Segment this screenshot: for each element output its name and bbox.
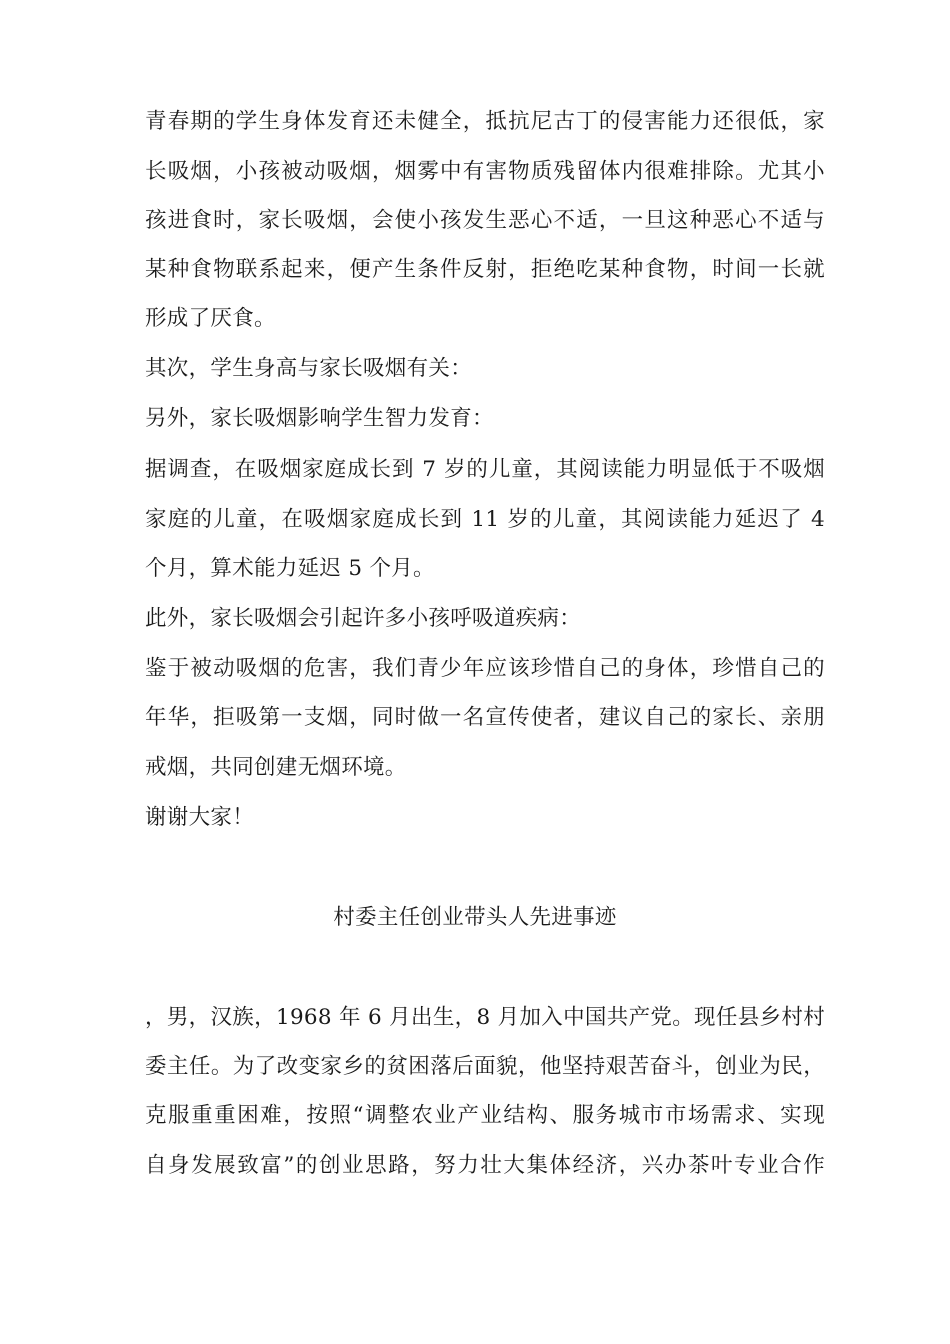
paragraph-line: 据调查，在吸烟家庭成长到 7 岁的儿童，其阅读能力明显低于不吸烟: [145, 457, 825, 482]
paragraph-line: 孩进食时，家长吸烟，会使小孩发生恶心不适，一旦这种恶心不适与: [145, 208, 825, 233]
section-title: 村委主任创业带头人先进事迹: [333, 905, 617, 930]
paragraph-line: 自身发展致富”的创业思路，努力壮大集体经济，兴办茶叶专业合作: [145, 1153, 825, 1178]
paragraph-line: 其次，学生身高与家长吸烟有关：: [145, 356, 473, 381]
paragraph-line: 长吸烟，小孩被动吸烟，烟雾中有害物质残留体内很难排除。尤其小: [145, 159, 825, 184]
paragraph-line: 戒烟，共同创建无烟环境。: [145, 755, 407, 780]
paragraph-line: 鉴于被动吸烟的危害，我们青少年应该珍惜自己的身体，珍惜自己的: [145, 656, 825, 681]
paragraph-line: 家庭的儿童，在吸烟家庭成长到 11 岁的儿童，其阅读能力延迟了 4: [145, 507, 825, 532]
paragraph-line: 年华，拒吸第一支烟，同时做一名宣传使者，建议自己的家长、亲朋: [145, 705, 825, 730]
paragraph-line: 此外，家长吸烟会引起许多小孩呼吸道疾病：: [145, 606, 582, 631]
paragraph-line: ，男，汉族，1968 年 6 月出生，8 月加入中国共产党。现任县乡村村: [145, 1005, 825, 1030]
paragraph-line: 委主任。为了改变家乡的贫困落后面貌，他坚持艰苦奋斗，创业为民，: [145, 1054, 825, 1079]
paragraph-line: 谢谢大家！: [145, 805, 255, 830]
paragraph-line: 某种食物联系起来，便产生条件反射，拒绝吃某种食物，时间一长就: [145, 257, 825, 282]
paragraph-line: 青春期的学生身体发育还未健全，抵抗尼古丁的侵害能力还很低，家: [145, 109, 825, 134]
paragraph-line: 另外，家长吸烟影响学生智力发育：: [145, 406, 494, 431]
paragraph-line: 个月，算术能力延迟 5 个月。: [145, 556, 435, 581]
paragraph-line: 克服重重困难，按照“调整农业产业结构、服务城市市场需求、实现: [145, 1103, 825, 1128]
paragraph-line: 形成了厌食。: [145, 306, 276, 331]
